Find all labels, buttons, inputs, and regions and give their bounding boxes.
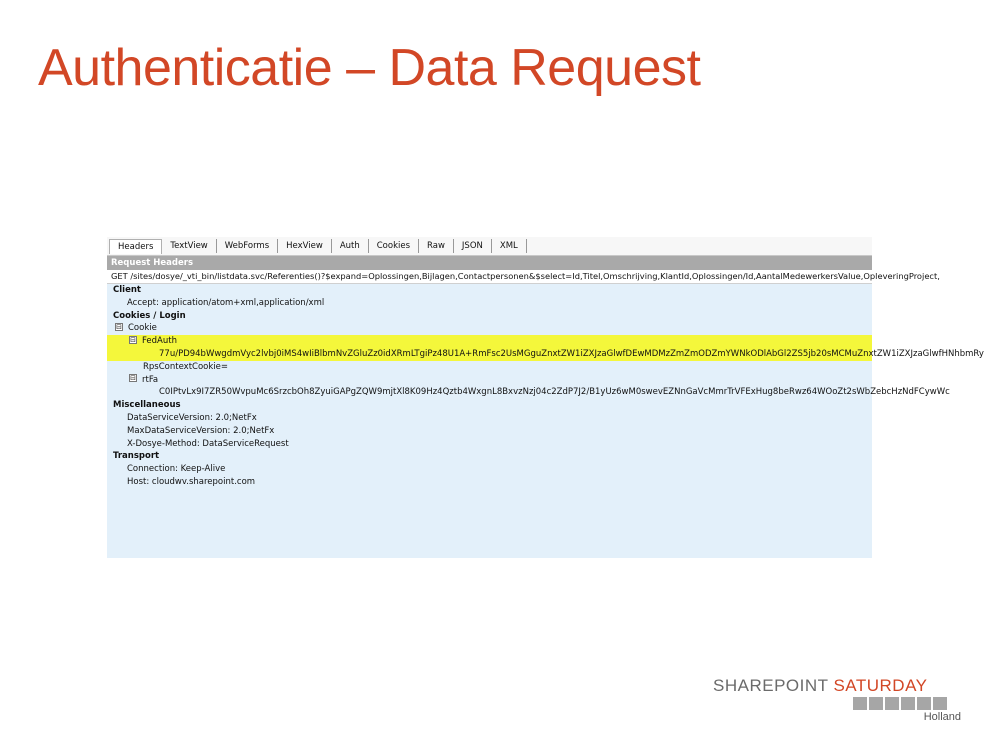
request-line[interactable]: GET /sites/dosye/_vti_bin/listdata.svc/Referenties()?$expand=Oplossingen,Bijlagen,Contactpersonen&$select=Id,Titel,Omschrijving,KlantId,Oplossingen/Id,AantalMedewerkersValue,OpleveringProject, xyxy=(107,270,872,284)
logo-blocks xyxy=(853,697,947,710)
tab-auth[interactable]: Auth xyxy=(332,239,369,253)
group-transport[interactable]: Transport xyxy=(113,451,160,462)
request-headers-title: Request Headers xyxy=(107,256,872,270)
collapse-toggle-icon[interactable]: ⊟ xyxy=(130,335,136,344)
tab-raw[interactable]: Raw xyxy=(419,239,454,253)
header-maxdataserviceversion[interactable]: MaxDataServiceVersion: 2.0;NetFx xyxy=(127,425,275,436)
tree-node-rtfa[interactable] xyxy=(107,374,872,387)
logo-block xyxy=(853,697,867,710)
logo-block xyxy=(917,697,931,710)
inspector-tabbar xyxy=(107,237,872,256)
header-host[interactable]: Host: cloudwv.sharepoint.com xyxy=(127,476,256,487)
logo-block xyxy=(933,697,947,710)
tab-xml[interactable]: XML xyxy=(492,239,527,253)
tab-webforms[interactable]: WebForms xyxy=(217,239,278,253)
fedauth-value[interactable]: 77u/PD94bWwgdmVyc2lvbj0iMS4wIiBlbmNvZGluZz0idXRmLTgiPz48U1A+RmFsc2UsMGguZnxtZW1iZXJzaGlwfDEwMDMzZmZmODZmYWNkODlAbGl2ZS5jb20sMCMuZnxtZW1iZXJzaGlwfHNhbmRy xyxy=(159,348,984,359)
fedauth-highlight xyxy=(107,335,984,361)
tree-node-fedauth[interactable] xyxy=(107,335,872,348)
rps-context-cookie[interactable]: RpsContextCookie= xyxy=(143,361,228,372)
fedauth-label: FedAuth xyxy=(142,336,177,347)
header-connection[interactable]: Connection: Keep-Alive xyxy=(127,464,226,475)
rtfa-value[interactable]: C0IPtvLx9I7ZR50WvpuMc6SrzcbOh8ZyuiGAPgZQW9mjtXl8K09Hz4Qztb4WxgnL8BxvzNzj04c2ZdP7J2/B1yUz6wM0swevEZNnGaVcMmrTrVFExHug8beRwz64WOoZt2sWbZebcHzNdFCywWc xyxy=(159,387,950,398)
tab-hexview[interactable]: HexView xyxy=(278,239,332,253)
tab-headers[interactable]: Headers xyxy=(109,239,162,254)
cookie-label: Cookie xyxy=(128,323,157,334)
tab-json[interactable]: JSON xyxy=(454,239,492,253)
rtfa-label: rtFa xyxy=(142,374,159,385)
logo-block xyxy=(885,697,899,710)
logo-subtitle: Holland xyxy=(923,711,961,723)
group-miscellaneous[interactable]: Miscellaneous xyxy=(113,400,181,411)
headers-tree xyxy=(107,284,984,489)
header-accept[interactable]: Accept: application/atom+xml,application/xml xyxy=(127,297,325,308)
tab-cookies[interactable]: Cookies xyxy=(369,239,419,253)
tree-node-cookie[interactable] xyxy=(107,322,872,335)
slide-title: Authenticatie – Data Request xyxy=(38,39,701,97)
logo-word-sharepoint: SHAREPOINT xyxy=(713,676,829,695)
sharepoint-saturday-logo xyxy=(713,676,963,722)
logo-word-saturday: SATURDAY xyxy=(833,676,928,695)
collapse-toggle-icon[interactable]: ⊟ xyxy=(130,374,136,383)
logo-block xyxy=(901,697,915,710)
collapse-toggle-icon[interactable]: ⊟ xyxy=(116,322,122,331)
group-cookies-login[interactable]: Cookies / Login xyxy=(113,310,186,321)
logo-block xyxy=(869,697,883,710)
fiddler-inspector-panel xyxy=(107,237,984,558)
tab-textview[interactable]: TextView xyxy=(162,239,216,253)
header-x-dosye-method[interactable]: X-Dosye-Method: DataServiceRequest xyxy=(127,438,289,449)
header-dataserviceversion[interactable]: DataServiceVersion: 2.0;NetFx xyxy=(127,412,257,423)
group-client[interactable]: Client xyxy=(113,285,141,295)
